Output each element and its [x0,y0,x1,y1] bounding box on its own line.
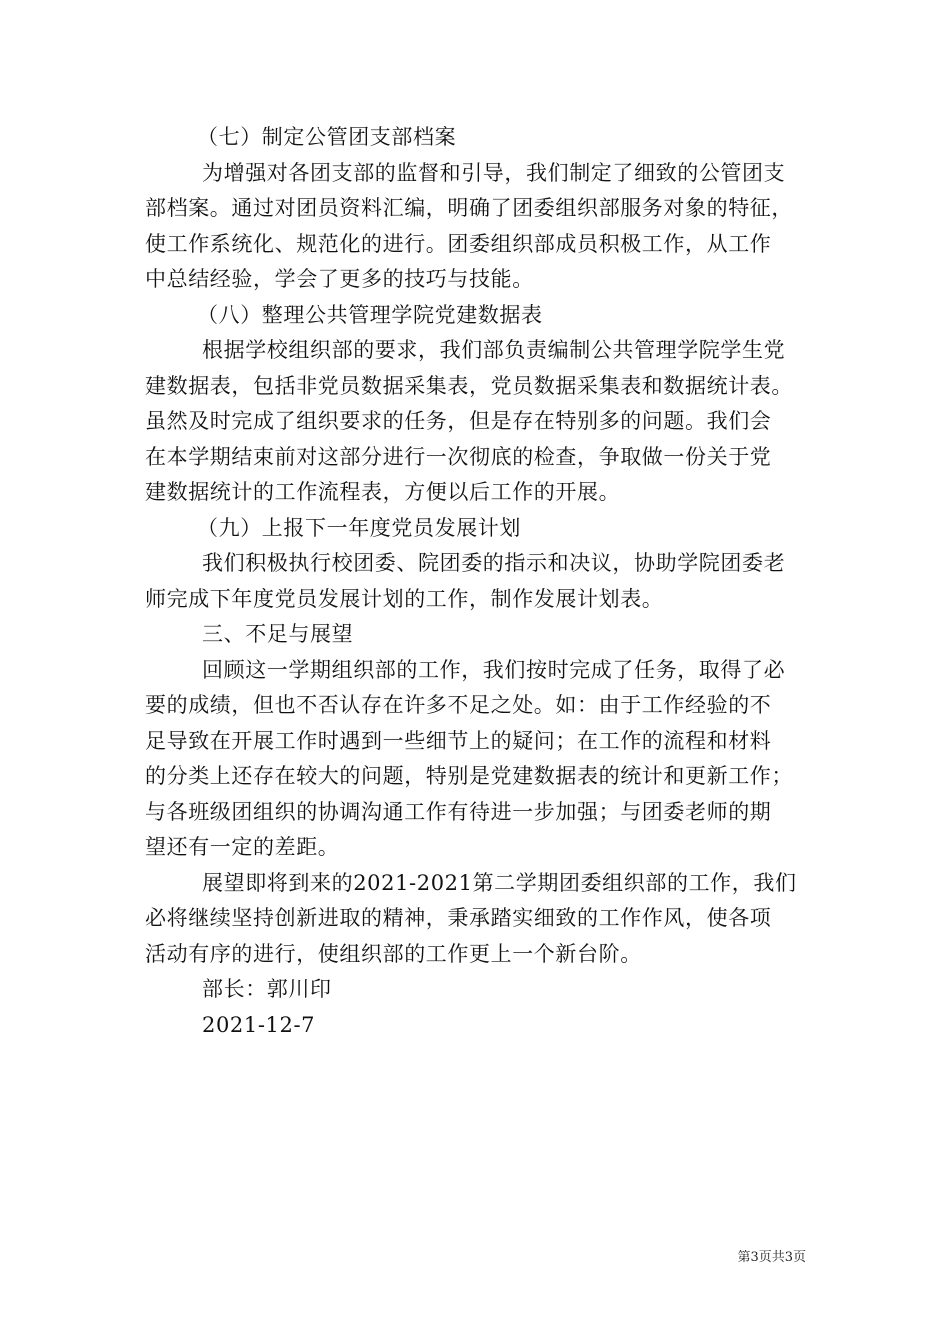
document-body [145,120,825,1043]
page-number: 第3页共3页 [737,1250,806,1265]
paragraph-line: 足导致在开展工作时遇到一些细节上的疑问；在工作的流程和材料 [145,728,772,753]
paragraph-line: 建数据表，包括非党员数据采集表，党员数据采集表和数据统计表。 [145,373,793,398]
paragraph-line: 与各班级团组织的协调沟通工作有待进一步加强；与团委老师的期 [145,799,772,824]
paragraph-line: 中总结经验，学会了更多的技巧与技能。 [145,267,534,291]
paragraph-line: 展望即将到来的2021-2021第二学期团委组织部的工作，我们 [202,870,797,895]
section-heading-8: （八）整理公共管理学院党建数据表 [197,302,543,327]
paragraph-line: 要的成绩，但也不否认存在许多不足之处。如：由于工作经验的不 [145,693,772,717]
paragraph-line: 在本学期结束前对这部分进行一次彻底的检查，争取做一份关于党 [145,444,772,469]
paragraph-line: 虽然及时完成了组织要求的任务，但是存在特别多的问题。我们会 [145,409,772,433]
paragraph-line: 的分类上还存在较大的问题，特别是党建数据表的统计和更新工作； [145,764,793,788]
paragraph-line: 必将继续坚持创新进取的精神，秉承踏实细致的工作作风，使各项 [145,906,772,930]
paragraph-line: 师完成下年度党员发展计划的工作，制作发展计划表。 [145,586,664,611]
section-heading-shortcomings: 三、不足与展望 [202,622,354,646]
paragraph-line: 望还有一定的差距。 [145,835,340,859]
paragraph-line: 我们积极执行校团委、院团委的指示和决议，协助学院团委老 [202,551,786,575]
paragraph-line: 使工作系统化、规范化的进行。团委组织部成员积极工作，从工作 [145,231,772,256]
signature-role: 部长：郭川印 [202,977,332,1001]
paragraph-line: 建数据统计的工作流程表，方便以后工作的开展。 [145,480,621,504]
paragraph-line: 为增强对各团支部的监督和引导，我们制定了细致的公管团支 [202,160,786,185]
paragraph-line: 根据学校组织部的要求，我们部负责编制公共管理学院学生党 [202,338,786,362]
section-heading-7: （七）制定公管团支部档案 [197,125,457,149]
signature-date: 2021-12-7 [202,1012,316,1037]
paragraph-line: 活动有序的进行，使组织部的工作更上一个新台阶。 [145,941,642,966]
section-heading-9: （九）上报下一年度党员发展计划 [197,515,521,540]
paragraph-line: 回顾这一学期组织部的工作，我们按时完成了任务，取得了必 [202,657,786,682]
paragraph-line: 部档案。通过对团员资料汇编，明确了团委组织部服务对象的特征， [145,196,793,220]
